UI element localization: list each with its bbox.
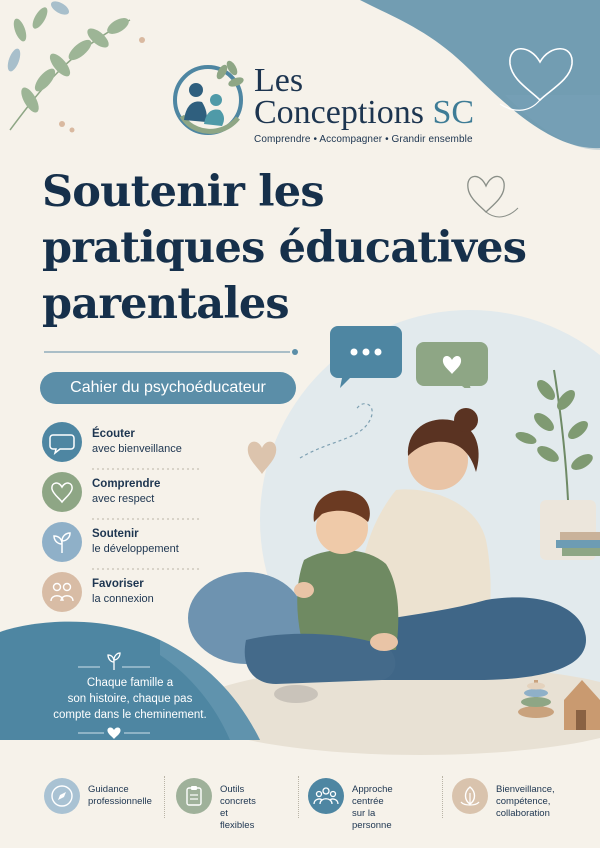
quote-text [30, 675, 230, 723]
benefit-icon-circle [44, 778, 80, 814]
feature-icon-circle [42, 472, 82, 512]
divider [442, 776, 444, 818]
benefit-icon-circle [308, 778, 344, 814]
benefit-label: Guidance professionnelle [88, 784, 152, 807]
clipboard-icon [176, 778, 212, 814]
compass-icon [44, 778, 80, 814]
title-line-2: pratiques éducatives [42, 223, 527, 273]
quote-line-2: son histoire, chaque pas [67, 693, 193, 705]
people-icon [42, 572, 82, 612]
benefit-label: Approche centrée sur la personne [352, 784, 393, 831]
benefit-label: Outils concrets et flexibles [220, 784, 256, 831]
brand-tagline: Comprendre • Accompagner • Grandir ensemble [254, 134, 473, 145]
feature-ecouter [42, 422, 202, 464]
page-title [42, 164, 562, 332]
feature-icon-circle [42, 422, 82, 462]
sprout-small-icon [102, 648, 126, 672]
title-line-3: parentales [42, 279, 289, 329]
feature-comprendre [42, 472, 202, 514]
family-illustration [186, 350, 600, 750]
benefit-icon-circle [452, 778, 488, 814]
quote-line-3: compte dans le cheminement. [53, 709, 207, 721]
group-icon [308, 778, 344, 814]
feature-favoriser [42, 572, 202, 614]
speech-bubble-icon [42, 422, 82, 462]
feature-title: Écouter [92, 428, 135, 440]
benefit-label: Bienveillance, compétence, collaboration [496, 784, 555, 819]
feature-soutenir [42, 522, 202, 564]
feature-desc: avec respect [92, 493, 155, 505]
sprout-icon [42, 522, 82, 562]
feature-icon-circle [42, 522, 82, 562]
benefit-icon-circle [176, 778, 212, 814]
heart-icon [42, 472, 82, 512]
quote-line-1: Chaque famille a [86, 677, 174, 689]
divider [164, 776, 166, 818]
feature-title: Favoriser [92, 578, 144, 590]
brand-name-line1: Les [254, 62, 304, 99]
leaves-decoration [0, 0, 160, 140]
divider [298, 776, 300, 818]
brand-name-line2 [254, 96, 474, 130]
subtitle-pill: Cahier du psychoéducateur [40, 372, 296, 404]
feature-title: Comprendre [92, 478, 161, 490]
feature-desc: avec bienveillance [92, 443, 182, 455]
brand-name-main: Conceptions [254, 94, 424, 131]
feature-icon-circle [42, 572, 82, 612]
feature-desc: le développement [92, 543, 179, 555]
brand-name-suffix: SC [432, 94, 475, 131]
feature-desc: la connexion [92, 593, 154, 605]
small-heart-icon [106, 726, 122, 740]
logo-icon [172, 56, 246, 140]
leaf-hand-icon [452, 778, 488, 814]
feature-title: Soutenir [92, 528, 139, 540]
title-line-1: Soutenir les [42, 167, 324, 217]
